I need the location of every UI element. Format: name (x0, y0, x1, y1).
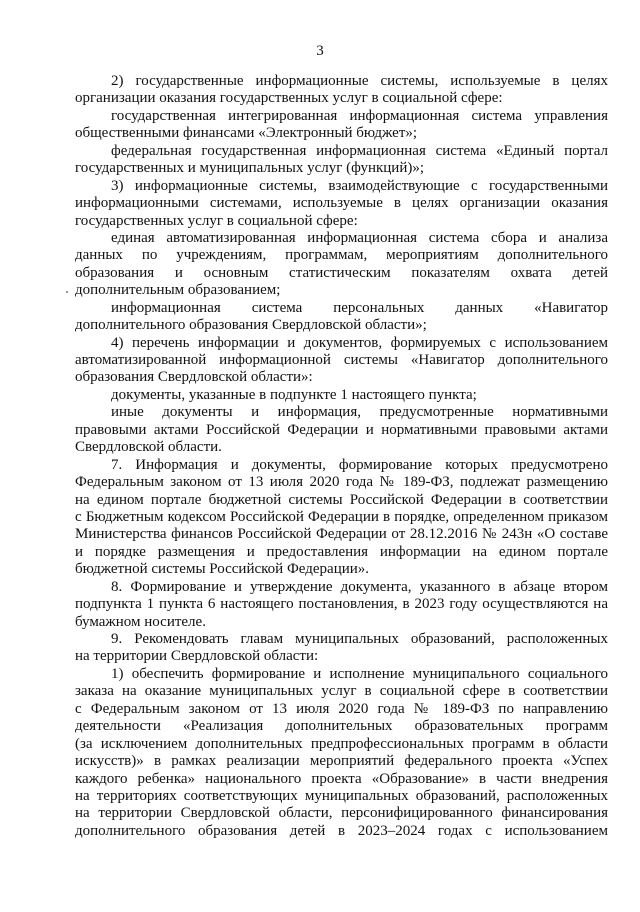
text-line: общественными финансами «Электронный бюджет»; (75, 125, 418, 142)
text-line: 3) информационные системы, взаимодействующие с государственными (111, 177, 608, 194)
text-line: данных по учреждениям, программам, мероприятиям дополнительного (75, 247, 608, 264)
text-line: с Федеральным законом от 13 июля 2020 года № 189-ФЗ по направлению (75, 700, 608, 717)
text-line: Федеральным законом от 13 июля 2020 года № 189-ФЗ, подлежат размещению (75, 474, 608, 491)
text-line: дополнительного образования детей в 2023–2024 годах с использованием (75, 822, 608, 839)
text-line: с Бюджетным кодексом Российской Федерации в порядке, определенном приказом (75, 508, 608, 525)
text-line: бюджетной системы Российской Федерации». (75, 561, 370, 578)
text-line: деятельности «Реализация дополнительных образовательных программ (75, 718, 608, 735)
text-line: каждого ребенка» национального проекта «Образование» в части внедрения (75, 770, 608, 787)
text-line: единая автоматизированная информационная система сбора и анализа (111, 229, 608, 246)
text-line: искусств)» в рамках реализации мероприятий федерального проекта «Успех (75, 753, 608, 770)
text-line: правовыми актами Российской Федерации и нормативными правовыми актами (75, 421, 608, 438)
text-line: 8. Формирование и утверждение документа, указанного в абзаце втором (111, 578, 608, 595)
document-body (75, 73, 608, 840)
page-number: 3 (316, 43, 324, 59)
text-line: государственных услуг в социальной сфере: (75, 212, 358, 229)
text-line: документы, указанные в подпункте 1 настоящего пункта; (111, 386, 477, 403)
text-line: государственных и муниципальных услуг (функций)»; (75, 160, 425, 177)
text-line: федеральная государственная информационная система «Единый портал (111, 142, 608, 159)
text-line: дополнительного образования Свердловской области»; (75, 317, 427, 334)
text-line: 2) государственные информационные системы, используемые в целях (111, 73, 608, 89)
text-line: организации оказания государственных услуг в социальной сфере: (75, 90, 503, 107)
text-line: бумажном носителе. (75, 613, 206, 630)
text-line: на территории Свердловской области: (75, 648, 319, 665)
text-line: (за исключением дополнительных предпрофессиональных программ в области (75, 735, 608, 752)
text-line: на территориях соответствующих муниципальных образований, расположенных (75, 787, 608, 804)
text-line: дополнительным образованием; (75, 282, 281, 299)
text-line: 7. Информация и документы, формирование которых предусмотрено (111, 456, 608, 473)
text-line: 9. Рекомендовать главам муниципальных образований, расположенных (111, 631, 608, 647)
text-line: Свердловской области. (75, 439, 222, 456)
text-line: образования и основным статистическим показателям охвата детей (75, 264, 608, 281)
text-line: автоматизированной информационной системы «Навигатор дополнительного (75, 352, 608, 368)
text-line: государственная интегрированная информационная система управления (111, 107, 608, 124)
text-line: 4) перечень информации и документов, формируемых с использованием (111, 334, 608, 351)
text-line: иные документы и информация, предусмотренные нормативными (111, 404, 608, 421)
text-line: и порядке размещения и предоставления информации на едином портале (75, 543, 608, 560)
text-line: информационными системами, используемые в целях организации оказания (75, 195, 608, 212)
text-line: на едином портале бюджетной системы Российской Федерации в соответствии (75, 491, 608, 508)
text-line: на территории Свердловской области, персонифицированного финансирования (75, 805, 608, 822)
text-line: образования Свердловской области»: (75, 369, 313, 386)
text-line: информационная система персональных данных «Навигатор (111, 299, 608, 316)
margin-mark (66, 291, 68, 293)
text-line: подпункта 1 пункта 6 настоящего постановления, в 2023 году осуществляются на (75, 596, 608, 613)
text-line: Министерства финансов Российской Федерации от 28.12.2016 № 243н «О составе (75, 526, 608, 543)
text-line: 1) обеспечить формирование и исполнение муниципального социального (111, 665, 608, 682)
text-line: заказа на оказание муниципальных услуг в социальной сфере в соответствии (75, 683, 608, 700)
